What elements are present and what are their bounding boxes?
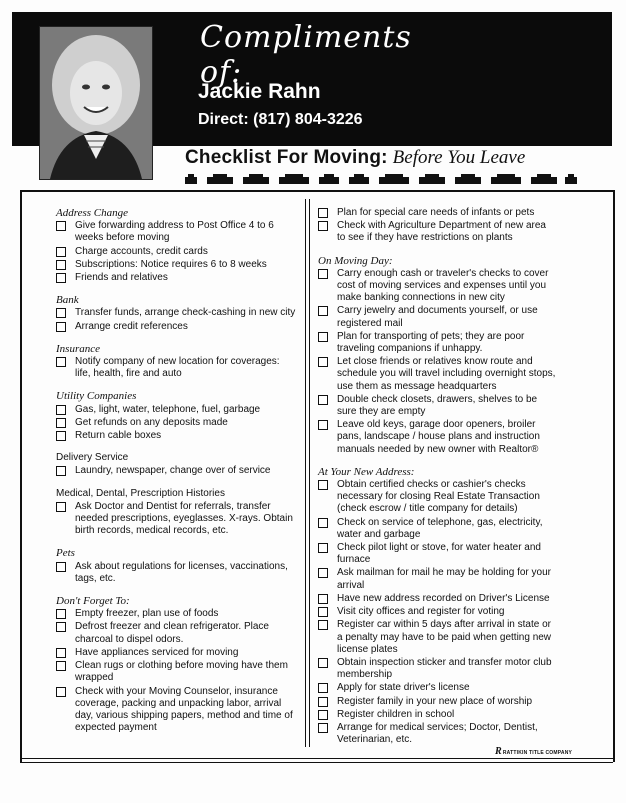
checklist-item bbox=[318, 619, 556, 656]
title-sub: Before You Leave bbox=[392, 147, 526, 168]
checklist-item-text: Have appliances serviced for moving bbox=[75, 646, 239, 658]
checklist-item-text: Check with your Moving Counselor, insurance coverage, packing and unpacking labor, arrival day, various shipping papers, method and time of expected payment bbox=[75, 685, 293, 734]
checklist-item-text: Return cable boxes bbox=[75, 430, 162, 442]
checklist-item-text: Obtain inspection sticker and transfer motor club membership bbox=[337, 656, 552, 681]
checklist-item bbox=[56, 660, 296, 684]
checkbox[interactable] bbox=[56, 405, 66, 415]
checklist-item bbox=[318, 356, 556, 393]
checklist-item bbox=[56, 417, 296, 429]
checkbox[interactable] bbox=[56, 622, 66, 632]
column-divider bbox=[305, 199, 310, 747]
checklist-item bbox=[318, 606, 556, 618]
checklist-item-text: Transfer funds, arrange check-cashing in new city bbox=[75, 307, 296, 319]
company-name: RATTIKIN TITLE COMPANY bbox=[502, 750, 573, 756]
checklist-item-text: Register children in school bbox=[337, 708, 455, 720]
checklist-item bbox=[318, 268, 556, 305]
checklist-item-text: Gas, light, water, telephone, fuel, garbage bbox=[75, 403, 261, 415]
checklist-item bbox=[318, 696, 556, 708]
agent-name: Jackie Rahn bbox=[198, 80, 321, 103]
checkbox[interactable] bbox=[318, 543, 328, 553]
checklist-item-text: Register car within 5 days after arrival in state or a penalty may have to be paid when getting new license plates bbox=[337, 619, 552, 655]
checklist-item-text: Obtain certified checks or cashier's checks necessary for closing Real Estate Transaction (check escrow / title company for details) bbox=[337, 479, 540, 515]
checkbox[interactable] bbox=[56, 260, 66, 270]
agent-portrait-image bbox=[40, 27, 152, 179]
checklist-item bbox=[318, 542, 556, 566]
checkbox[interactable] bbox=[318, 221, 328, 231]
checklist-item bbox=[318, 567, 556, 591]
checkbox[interactable] bbox=[318, 607, 328, 617]
checkbox[interactable] bbox=[318, 710, 328, 720]
house-row-ornament bbox=[185, 174, 577, 185]
checklist-item bbox=[56, 404, 296, 416]
checklist-item bbox=[56, 321, 296, 333]
checklist-item bbox=[56, 647, 296, 659]
checklist-item-text: Laundry, newspaper, change over of service bbox=[75, 465, 271, 477]
checklist-item-text: Check with Agriculture Department of new area to see if they have restrictions on plants bbox=[337, 220, 546, 244]
checkbox[interactable] bbox=[56, 648, 66, 658]
checklist-title bbox=[185, 147, 525, 169]
checklist-item bbox=[318, 220, 556, 244]
checklist-item bbox=[318, 657, 556, 681]
checkbox[interactable] bbox=[318, 208, 328, 218]
checkbox[interactable] bbox=[318, 306, 328, 316]
checkbox[interactable] bbox=[56, 609, 66, 619]
section-title: On Moving Day: bbox=[318, 254, 393, 267]
checkbox[interactable] bbox=[318, 357, 328, 367]
compliments-heading: Compliments of: bbox=[200, 20, 412, 90]
checkbox[interactable] bbox=[56, 357, 66, 367]
checklist-item bbox=[318, 419, 556, 456]
checklist-item bbox=[56, 561, 296, 585]
checklist-item-text: Check on service of telephone, gas, electricity, water and garbage bbox=[337, 516, 543, 540]
checklist-item bbox=[56, 307, 296, 319]
section-title: Medical, Dental, Prescription Histories bbox=[56, 487, 225, 499]
checklist-item-text: Empty freezer, plan use of foods bbox=[75, 608, 219, 620]
checkbox[interactable] bbox=[318, 395, 328, 405]
section-title: Insurance bbox=[56, 342, 100, 355]
checkbox[interactable] bbox=[318, 658, 328, 668]
checkbox[interactable] bbox=[56, 466, 66, 476]
checklist-item bbox=[56, 272, 296, 284]
checklist-item-text: Give forwarding address to Post Office 4 to 6 weeks before moving bbox=[75, 220, 274, 244]
right-column bbox=[318, 207, 556, 747]
checkbox[interactable] bbox=[318, 480, 328, 490]
checkbox[interactable] bbox=[56, 661, 66, 671]
checklist-item-text: Notify company of new location for coverages: life, health, fire and auto bbox=[75, 356, 280, 380]
checkbox[interactable] bbox=[56, 308, 66, 318]
checklist-item bbox=[318, 207, 556, 219]
checkbox[interactable] bbox=[56, 247, 66, 257]
section-title: Delivery Service bbox=[56, 452, 129, 464]
section-title: Bank bbox=[56, 294, 79, 307]
checklist-item-text: Ask about regulations for licenses, vaccinations, tags, etc. bbox=[75, 560, 288, 584]
checklist-item-text: Ask mailman for mail he may be holding for your arrival bbox=[337, 567, 551, 591]
checklist-item bbox=[56, 220, 296, 244]
checkbox[interactable] bbox=[318, 594, 328, 604]
checkbox[interactable] bbox=[56, 502, 66, 512]
checkbox[interactable] bbox=[56, 273, 66, 283]
checkbox[interactable] bbox=[318, 723, 328, 733]
checklist-item-text: Friends and relatives bbox=[75, 272, 168, 284]
section-title: Pets bbox=[56, 547, 75, 560]
checklist-item bbox=[318, 331, 556, 355]
checklist-item bbox=[318, 593, 556, 605]
frame-bottom-rule bbox=[20, 758, 613, 763]
checklist-item bbox=[56, 501, 296, 538]
checkbox[interactable] bbox=[318, 697, 328, 707]
checklist-item-text: Arrange credit references bbox=[75, 320, 188, 332]
checklist-item bbox=[56, 608, 296, 620]
checkbox[interactable] bbox=[318, 269, 328, 279]
checklist-item bbox=[56, 621, 296, 645]
checklist-item-text: Get refunds on any deposits made bbox=[75, 416, 228, 428]
checklist-item-text: Subscriptions: Notice requires 6 to 8 weeks bbox=[75, 258, 267, 270]
section-title: Address Change bbox=[56, 207, 129, 219]
title-main: Checklist For Moving: bbox=[185, 147, 388, 168]
left-column bbox=[56, 207, 296, 735]
checkbox[interactable] bbox=[318, 683, 328, 693]
checkbox[interactable] bbox=[318, 420, 328, 430]
checklist-item bbox=[56, 465, 296, 477]
checklist-item-text: Clean rugs or clothing before moving have them wrapped bbox=[75, 660, 288, 684]
checklist-item bbox=[318, 709, 556, 721]
checkbox[interactable] bbox=[318, 518, 328, 528]
checklist-item bbox=[318, 479, 556, 516]
checkbox[interactable] bbox=[56, 418, 66, 428]
checkbox[interactable] bbox=[56, 687, 66, 697]
company-logo bbox=[495, 746, 572, 757]
checklist-item-text: Defrost freezer and clean refrigerator. Place charcoal to dispel odors. bbox=[75, 621, 269, 645]
checklist-item-text: Let close friends or relatives know route and schedule you will travel including overnight stops, use them as message headquarters bbox=[337, 356, 556, 392]
section-title: At Your New Address: bbox=[318, 465, 415, 478]
checklist-item bbox=[56, 686, 296, 735]
checklist-item-text: Apply for state driver's license bbox=[337, 682, 470, 694]
checklist-item-text: Arrange for medical services; Doctor, Dentist, Veterinarian, etc. bbox=[337, 721, 538, 746]
checklist-item bbox=[318, 305, 556, 329]
checklist-item-text: Ask Doctor and Dentist for referrals, transfer needed prescriptions, eyeglasses. X-rays. Obtain birth records, medical records, etc. bbox=[75, 500, 293, 537]
checklist-item bbox=[318, 517, 556, 541]
checkbox[interactable] bbox=[56, 431, 66, 441]
checklist-item bbox=[56, 259, 296, 271]
checkbox[interactable] bbox=[318, 332, 328, 342]
checklist-item bbox=[318, 722, 556, 746]
checkbox[interactable] bbox=[56, 562, 66, 572]
agent-photo bbox=[39, 26, 153, 180]
checklist-item-text: Register family in your new place of worship bbox=[337, 695, 533, 707]
checklist-item-text: Carry jewelry and documents yourself, or use registered mail bbox=[337, 305, 538, 329]
agent-phone: Direct: (817) 804-3226 bbox=[198, 111, 363, 128]
checklist-item bbox=[56, 246, 296, 258]
checklist-item bbox=[56, 356, 296, 380]
section-title: Utility Companies bbox=[56, 390, 137, 403]
checklist-item bbox=[318, 394, 556, 418]
checkbox[interactable] bbox=[56, 322, 66, 332]
checklist-item-text: Plan for special care needs of infants or pets bbox=[337, 207, 535, 218]
checklist-item-text: Double check closets, drawers, shelves to be sure they are empty bbox=[337, 393, 538, 418]
section-title: Don't Forget To: bbox=[56, 595, 130, 608]
checklist-item-text: Have new address recorded on Driver's License bbox=[337, 592, 550, 604]
company-mark: R bbox=[495, 746, 502, 757]
checklist-item-text: Leave old keys, garage door openers, broiler pans, landscape / house plans and instruction manuals needed by new owner with Realtor® bbox=[337, 419, 540, 455]
checklist-item-text: Check pilot light or stove, for water heater and furnace bbox=[337, 542, 541, 566]
checkbox[interactable] bbox=[318, 620, 328, 630]
checkbox[interactable] bbox=[56, 221, 66, 231]
checkbox[interactable] bbox=[318, 568, 328, 578]
checklist-item-text: Plan for transporting of pets; they are poor traveling companions if unhappy. bbox=[337, 330, 525, 355]
checklist-item-text: Visit city offices and register for voting bbox=[337, 606, 505, 618]
checklist-item-text: Charge accounts, credit cards bbox=[75, 245, 208, 257]
checklist-item bbox=[318, 682, 556, 694]
checklist-item-text: Carry enough cash or traveler's checks to cover cost of moving services and expenses until you make banking connections in new city bbox=[337, 267, 549, 304]
checklist-item bbox=[56, 430, 296, 442]
